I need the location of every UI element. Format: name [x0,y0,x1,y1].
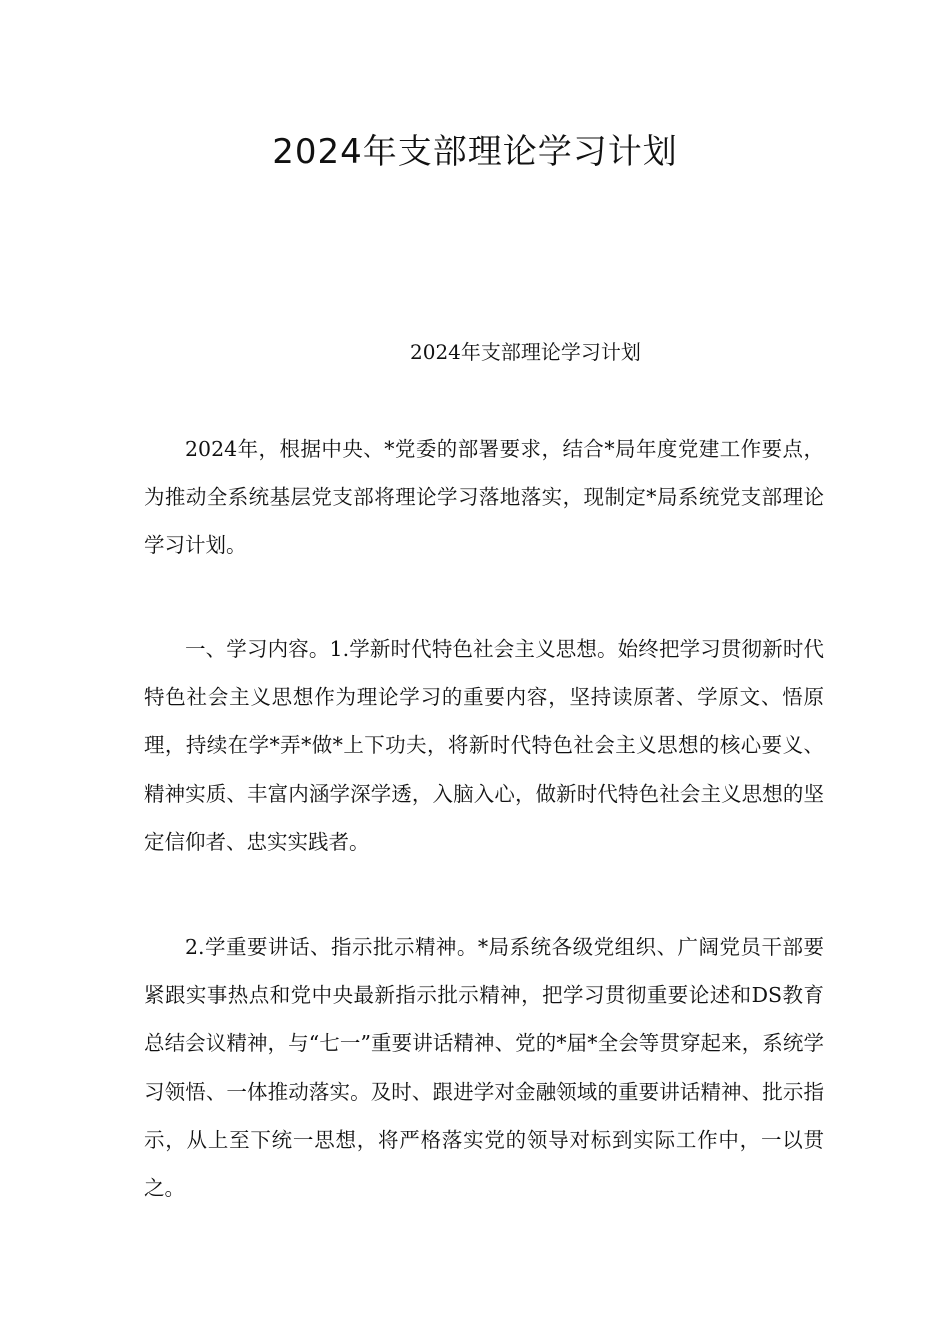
document-title: 2024年支部理论学习计划 [272,132,678,172]
paragraph-important-speeches: 2.学重要讲话、指示批示精神。*局系统各级党组织、广阔党员干部要紧跟实事热点和党中央最新指示批示精神，把学习贯彻重要论述和DS教育总结会议精神，与“七一”重要讲话精神、党的*届*全会等贯穿起来，系统学习领悟、一体推动落实。及时、跟进学对金融领域的重要讲话精神、批示指示，从上至下统一思想，将严格落实党的领导对标到实际工作中，一以贯之。 [144,935,824,1201]
paragraph-study-content: 一、学习内容。1.学新时代特色社会主义思想。始终把学习贯彻新时代特色社会主义思想作为理论学习的重要内容，坚持读原著、学原文、悟原理，持续在学*弄*做*上下功夫，将新时代特色社会主义思想的核心要义、精神实质、丰富内涵学深学透，入脑入心，做新时代特色社会主义思想的坚定信仰者、忠实实践者。 [144,637,824,854]
document-subtitle: 2024年支部理论学习计划 [410,340,641,364]
paragraph-intro: 2024年，根据中央、*党委的部署要求，结合*局年度党建工作要点，为推动全系统基层党支部将理论学习落地落实，现制定*局系统党支部理论学习计划。 [144,437,824,558]
